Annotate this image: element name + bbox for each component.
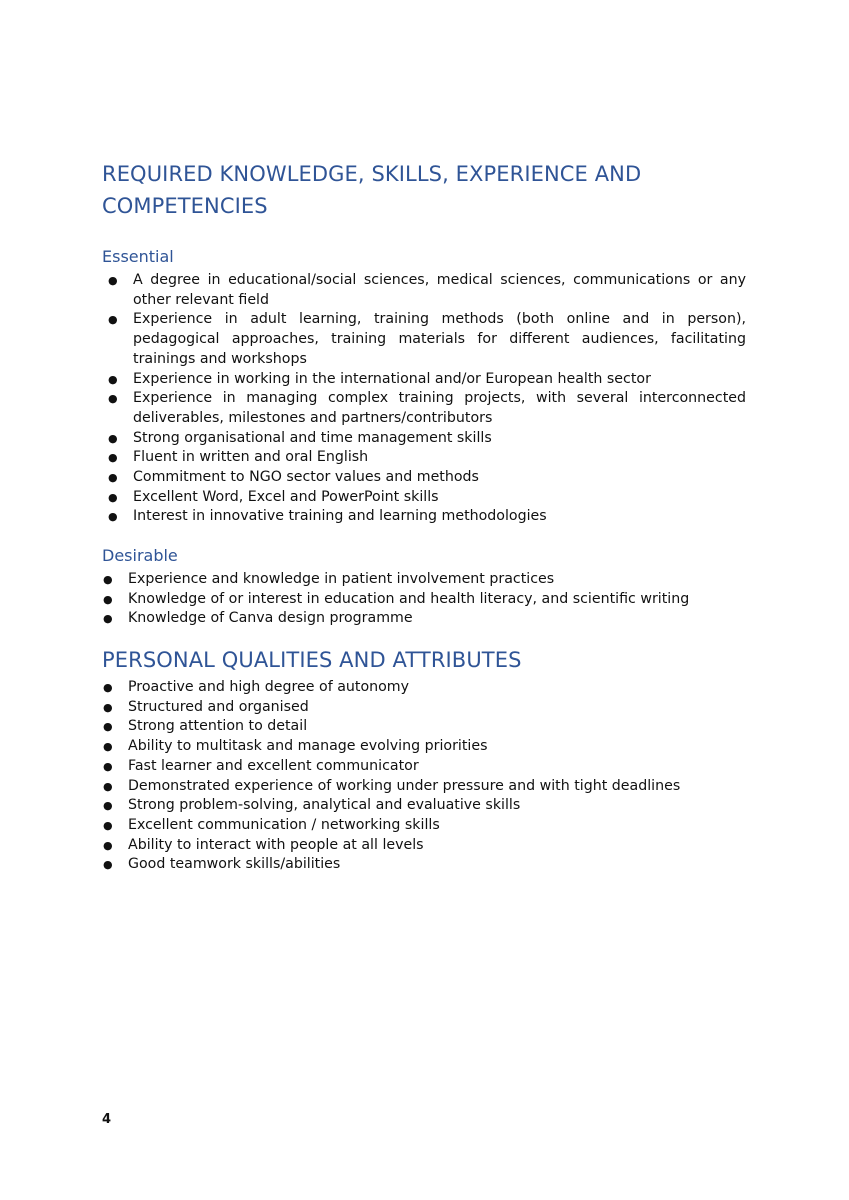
bullet-icon: ● [103,838,113,852]
list-item: ● Experience and knowledge in patient involvement practices [128,570,753,590]
list-item: ● Experience in managing complex training projects, with several interconnected deliverables, milestones and partners/contributors [108,390,746,426]
list-item: ● Fast learner and excellent communicator [128,757,753,777]
list-item: ● Knowledge of or interest in education and health literacy, and scientific writing [128,590,753,610]
bullet-icon: ● [108,431,118,445]
personal-qualities-list [103,678,753,875]
essential-list [108,271,746,527]
list-item: ● Strong organisational and time management skills [133,429,746,449]
list-item: ● Demonstrated experience of working under pressure and with tight deadlines [128,777,753,797]
list-item: ● Commitment to NGO sector values and methods [133,468,746,488]
bullet-icon: ● [108,471,118,485]
bullet-icon: ● [103,700,113,714]
bullet-icon: ● [103,720,113,734]
bullet-icon: ● [108,392,118,406]
list-item: ● Good teamwork skills/abilities [128,855,753,875]
bullet-icon: ● [103,799,113,813]
section-title-personal-qualities: PERSONAL QUALITIES AND ATTRIBUTES [102,648,522,672]
page-number: 4 [102,1112,112,1127]
list-item: ● Ability to multitask and manage evolving priorities [128,737,753,757]
bullet-icon: ● [108,510,118,524]
bullet-icon: ● [103,858,113,872]
list-item: ● Fluent in written and oral English [133,448,746,468]
bullet-icon: ● [108,274,118,287]
list-item: ● Ability to interact with people at all levels [128,836,753,856]
bullet-icon: ● [103,681,113,694]
bullet-icon: ● [108,372,118,386]
list-item: ● Experience in working in the international and/or European health sector [133,370,746,390]
list-item: ● Strong problem-solving, analytical and evaluative skills [128,796,753,816]
list-item: ● A degree in educational/social sciences, medical sciences, communications or any other relevant field [108,272,746,308]
bullet-icon: ● [108,490,118,504]
bullet-icon: ● [103,592,113,606]
bullet-icon: ● [103,573,113,586]
bullet-icon: ● [103,818,113,832]
list-item: ● Excellent Word, Excel and PowerPoint skills [133,488,746,508]
list-item: ● Strong attention to detail [128,717,753,737]
bullet-icon: ● [103,779,113,793]
list-item: ● Proactive and high degree of autonomy [128,678,753,698]
desirable-list [103,570,753,629]
essential-heading: Essential [102,247,174,266]
list-item: ● Interest in innovative training and learning methodologies [133,507,746,527]
bullet-icon: ● [103,740,113,754]
list-item: ● Excellent communication / networking skills [128,816,753,836]
bullet-icon: ● [103,612,113,626]
bullet-icon: ● [108,451,118,465]
bullet-icon: ● [108,313,118,327]
desirable-heading: Desirable [102,546,178,565]
bullet-icon: ● [103,759,113,773]
section-title-requirements: REQUIRED KNOWLEDGE, SKILLS, EXPERIENCE AND COMPETENCIES [102,162,642,218]
list-item: ● Knowledge of Canva design programme [128,609,753,629]
list-item: ● Structured and organised [128,698,753,718]
list-item: ● Experience in adult learning, training methods (both online and in person), pedagogical approaches, training materials for different audiences, facilitating trainings and workshops [108,311,746,367]
